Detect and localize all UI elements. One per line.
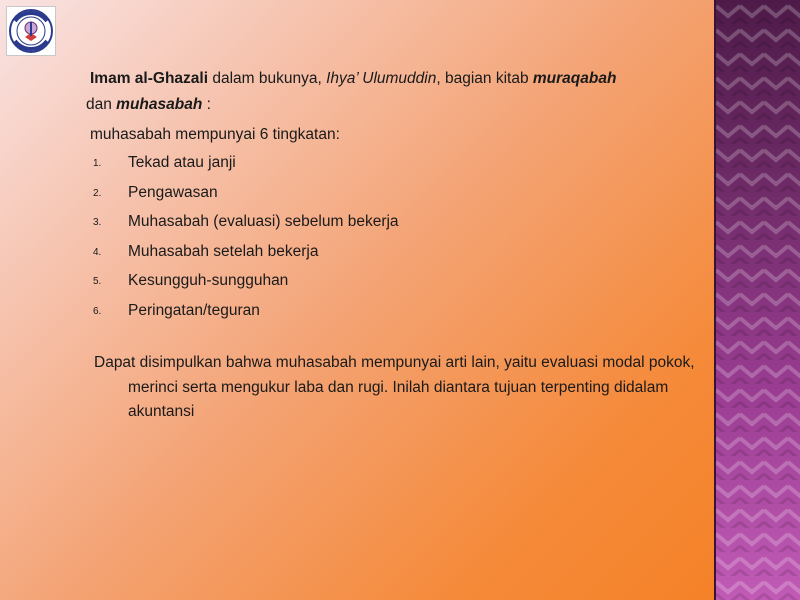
intro-text-4: : bbox=[202, 96, 211, 113]
intro-paragraph bbox=[86, 66, 690, 118]
list-item-number: 1. bbox=[93, 158, 102, 169]
list-item-text: Muhasabah (evaluasi) sebelum bekerja bbox=[128, 213, 399, 230]
slide-content bbox=[86, 66, 695, 425]
levels-list bbox=[90, 152, 690, 329]
decorative-side-band bbox=[714, 0, 800, 600]
list-item bbox=[90, 211, 690, 241]
intro-book-title: Ihya’ Ulumuddin bbox=[326, 70, 437, 87]
list-item-text: Peringatan/teguran bbox=[128, 301, 260, 319]
intro-text-2: , bagian kitab bbox=[436, 70, 533, 87]
university-logo bbox=[6, 6, 56, 56]
list-item-number: 4. bbox=[93, 246, 102, 258]
conclusion-paragraph: Dapat disimpulkan bahwa muhasabah mempunyai arti lain, yaitu evaluasi modal pokok, merinci serta mengukur laba dan rugi. Inilah diantara tujuan terpenting didalam akuntansi bbox=[94, 354, 695, 420]
levels-heading: muhasabah mempunyai 6 tingkatan: bbox=[90, 126, 340, 143]
list-item-text: Muhasabah setelah bekerja bbox=[128, 242, 319, 260]
list-item bbox=[90, 182, 690, 212]
intro-section-muraqabah: muraqabah bbox=[532, 70, 617, 87]
intro-text-3: dan bbox=[86, 96, 117, 113]
university-seal-icon bbox=[7, 7, 55, 55]
chevron-pattern-icon bbox=[716, 0, 800, 600]
list-item-number: 5. bbox=[93, 276, 102, 287]
intro-author: Imam al-Ghazali bbox=[90, 70, 209, 87]
list-item-number: 3. bbox=[93, 217, 102, 228]
list-item-text: Tekad atau janji bbox=[128, 154, 236, 171]
list-item-number: 2. bbox=[93, 187, 102, 199]
list-item bbox=[90, 270, 690, 300]
intro-text-1: dalam bukunya, bbox=[208, 70, 327, 87]
list-item bbox=[90, 241, 690, 271]
intro-section-muhasabah: muhasabah bbox=[116, 96, 203, 113]
list-item bbox=[90, 152, 690, 182]
list-item-text: Pengawasan bbox=[128, 183, 218, 201]
list-item-text: Kesungguh-sungguhan bbox=[128, 272, 289, 289]
list-item-number: 6. bbox=[93, 305, 102, 317]
list-item bbox=[90, 300, 690, 330]
